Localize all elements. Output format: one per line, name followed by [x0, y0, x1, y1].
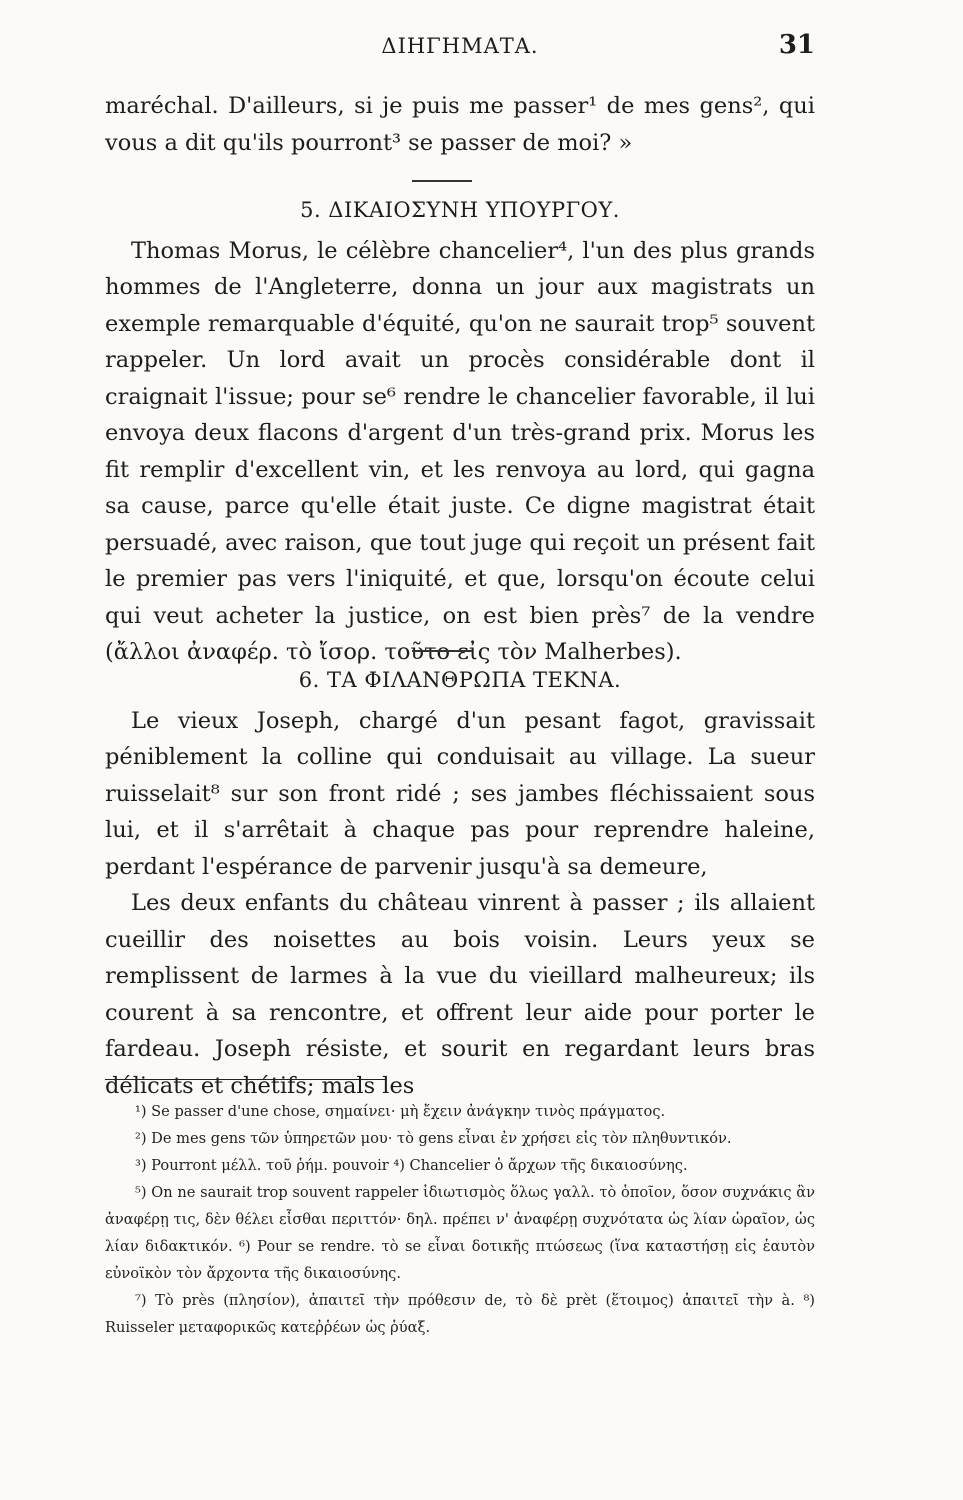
section-5: [105, 192, 815, 671]
section-6-title: 6. ΤΑ ΦΙΛΑΝΘΡΩΠΑ ΤΕΚΝΑ.: [298, 668, 622, 692]
section-6-paragraph-1: Le vieux Joseph, chargé d'un pesant fagot, gravissait péniblement la colline qui conduisait au village. La sueur ruisselait⁸ sur son front ridé ; ses jambes fléchissaient sous lui, et il s'arrêtait à chaque pas pour reprendre haleine, perdant l'espérance de parvenir jusqu'à sa demeure,: [105, 707, 815, 880]
footnote: ⁷) Τὸ près (πλησίον), ἀπαιτεῖ τὴν πρόθεσιν de, τὸ δὲ prèt (ἕτοιμος) ἀπαιτεῖ τὴν à. ⁸) Ruisseler μεταφορικῶς κατεῤῥέων ὡς ῥύαξ.: [105, 1292, 815, 1336]
footnote: ²) De mes gens τῶν ὑπηρετῶν μου· τὸ gens εἶναι ἐν χρήσει εἰς τὸν πληθυντικόν.: [135, 1130, 732, 1147]
footnote-rule: [105, 1079, 387, 1080]
intro-paragraph: maréchal. D'ailleurs, si je puis me passer¹ de mes gens², qui vous a dit qu'ils pourront³ se passer de moi? »: [105, 93, 815, 156]
footnote: ⁵) On ne saurait trop souvent rappeler ἰδιωτισμὸς ὅλως γαλλ. τὸ ὁποῖον, ὅσον συχνάκις ἂν ἀναφέρῃ τις, δὲν θέλει εἶσθαι περιττόν· δηλ. πρέπει ν' ἀναφέρῃ συχνότατα ὡς λίαν ὡραῖον, ὡς λίαν διδακτικόν. ⁶) Pour se rendre. τὸ se εἶναι δοτικῆς πτώσεως (ἵνα καταστήσῃ εἰς ἑαυτὸν εὐνοϊκὸν τὸν ἄρχοντα τῆς δικαιοσύνης.: [105, 1184, 815, 1282]
footnotes: [105, 1098, 815, 1341]
section-5-paragraph: Thomas Morus, le célèbre chancelier⁴, l'un des plus grands hommes de l'Angleterre, donna un jour aux magistrats un exemple remarquable d'équité, qu'on ne saurait trop⁵ souvent rappeler. Un lord avait un procès considérable dont il craignait l'issue; pour se⁶ rendre le chancelier favorable, il lui envoya deux flacons d'argent d'un très-grand prix. Morus les fit remplir d'excellent vin, et les renvoya au lord, qui gagna sa cause, parce qu'elle était juste. Ce digne magistrat était persuadé, avec raison, que tout juge qui reçoit un présent fait le premier pas vers l'iniquité, et que, lorsqu'on écoute celui qui veut acheter la justice, on est bien près⁷ de la vendre (ἄλλοι ἀναφέρ. τὸ ἴσορ. τοῦτο εἰς τὸν Malherbes).: [105, 237, 815, 665]
footnote: ³) Pourront μέλλ. τοῦ ῥήμ. pouvoir ⁴) Chancelier ὁ ἄρχων τῆς δικαιοσύνης.: [135, 1157, 688, 1174]
section-separator: [412, 180, 472, 182]
intro-text: [105, 88, 815, 161]
footnote: ¹) Se passer d'une chose, σημαίνει· μὴ ἔχειν ἀνάγκην τινὸς πράγματος.: [135, 1103, 666, 1120]
section-6: [105, 662, 815, 1104]
running-title: ΔΙΗΓΗΜΑΤΑ.: [381, 34, 539, 58]
section-separator: [412, 650, 472, 652]
page-number: 31: [778, 30, 815, 60]
section-5-title: 5. ΔΙΚΑΙΟΣΥΝΗ ΥΠΟΥΡΓΟΥ.: [300, 198, 620, 222]
section-6-paragraph-2: Les deux enfants du château vinrent à passer ; ils allaient cueillir des noisettes au bois voisin. Leurs yeux se remplissent de larmes à la vue du vieillard malheureux; ils courent à sa rencontre, et offrent leur aide pour porter le fardeau. Joseph résiste, et sourit en regardant leurs bras délicats et chétifs; mals les: [105, 890, 815, 1099]
running-head: [105, 30, 815, 66]
